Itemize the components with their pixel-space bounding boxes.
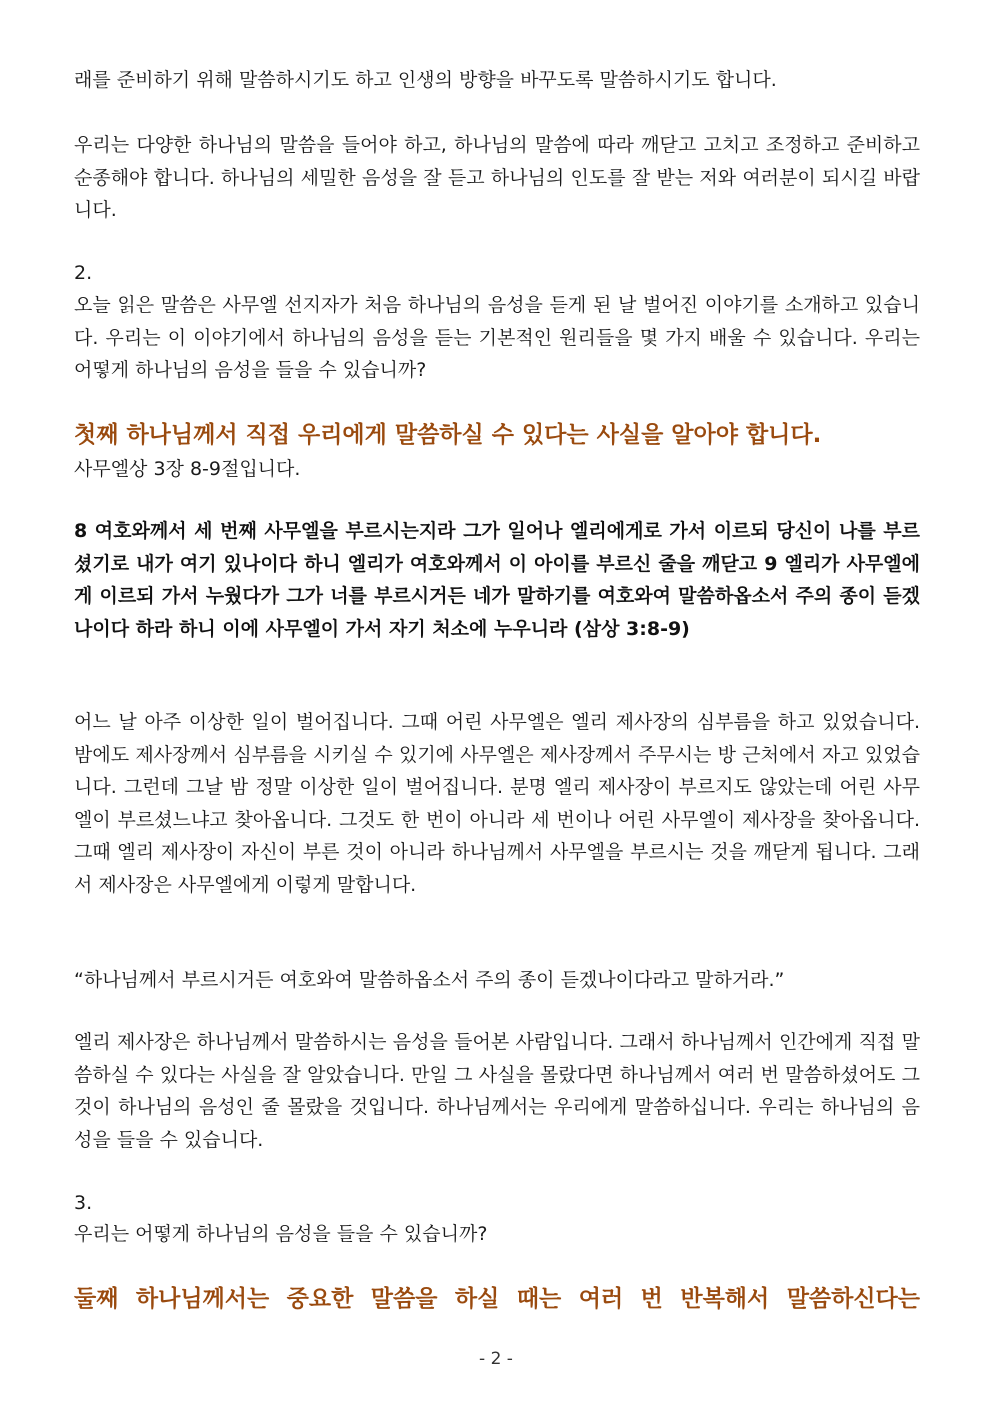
page-number: - 2 - <box>479 1349 513 1369</box>
section-number-3: 3. <box>74 1192 93 1214</box>
scripture-reference: 사무엘상 3장 8-9절입니다. <box>74 458 301 480</box>
heading-first-point: 첫째 하나님께서 직접 우리에게 말씀하실 수 있다는 사실을 알아야 합니다. <box>74 422 822 448</box>
paragraph-story: 어느 날 아주 이상한 일이 벌어집니다. 그때 어린 사무엘은 엘리 제사장의 심부름을 하고 있었습니다. 밤에도 제사장께서 심부름을 시키실 수 있기에 사무엘은 제사장께서 주무시는 방 근처에서 자고 있었습니다. 그런데 그날 밤 정말 이상한 일이 벌어집니다. 분명 엘리 제사장이 부르지도 않았는데 어린 사무엘이 부르셨느냐고 찾아옵니다. 그것도 한 번이 아니라 세 번이나 어린 사무엘이 제사장을 찾아옵니다. 그때 엘리 제사장이 자신이 부른 것이 아니라 하나님께서 사무엘을 부르시는 것을 깨닫게 됩니다. 그래서 제사장은 사무엘에게 이렇게 말합니다. <box>74 711 920 896</box>
paragraph-listen: 우리는 다양한 하나님의 말씀을 들어야 하고, 하나님의 말씀에 따라 깨닫고 고치고 조정하고 준비하고 순종해야 합니다. 하나님의 세밀한 음성을 잘 듣고 하나님의 인도를 잘 받는 저와 여러분이 되시길 바랍니다. <box>74 134 920 221</box>
scripture-quote: 8 여호와께서 세 번째 사무엘을 부르시는지라 그가 일어나 엘리에게로 가서 이르되 당신이 나를 부르셨기로 내가 여기 있나이다 하니 엘리가 여호와께서 이 아이를 부르신 줄을 깨닫고 9 엘리가 사무엘에게 이르되 가서 누웠다가 그가 너를 부르시거든 네가 말하기를 여호와여 말씀하옵소서 주의 종이 듣겠나이다 하라 하니 이에 사무엘이 가서 자기 처소에 누우니라 (삼상 3:8-9) <box>74 520 920 640</box>
question-line: 우리는 어떻게 하나님의 음성을 들을 수 있습니까? <box>74 1223 488 1245</box>
paragraph-samuel-intro: 오늘 읽은 말씀은 사무엘 선지자가 처음 하나님의 음성을 듣게 된 날 벌어진 이야기를 소개하고 있습니다. 우리는 이 이야기에서 하나님의 음성을 듣는 기본적인 원리들을 몇 가지 배울 수 있습니다. 우리는 어떻게 하나님의 음성을 들을 수 있습니까? <box>74 294 920 381</box>
heading-second-point: 둘째 하나님께서는 중요한 말씀을 하실 때는 여러 번 반복해서 말씀하신다는 <box>74 1286 920 1312</box>
paragraph-intro-end: 래를 준비하기 위해 말씀하시기도 하고 인생의 방향을 바꾸도록 말씀하시기도 합니다. <box>74 69 777 91</box>
eli-quote-line: “하나님께서 부르시거든 여호와여 말씀하옵소서 주의 종이 듣겠나이다라고 말하거라.” <box>74 969 785 991</box>
paragraph-eli: 엘리 제사장은 하나님께서 말씀하시는 음성을 들어본 사람입니다. 그래서 하나님께서 인간에게 직접 말씀하실 수 있다는 사실을 잘 알았습니다. 만일 그 사실을 몰랐다면 하나님께서 여러 번 말씀하셨어도 그것이 하나님의 음성인 줄 몰랐을 것입니다. 하나님께서는 우리에게 말씀하십니다. 우리는 하나님의 음성을 들을 수 있습니다. <box>74 1031 921 1151</box>
section-number-2: 2. <box>74 262 93 284</box>
